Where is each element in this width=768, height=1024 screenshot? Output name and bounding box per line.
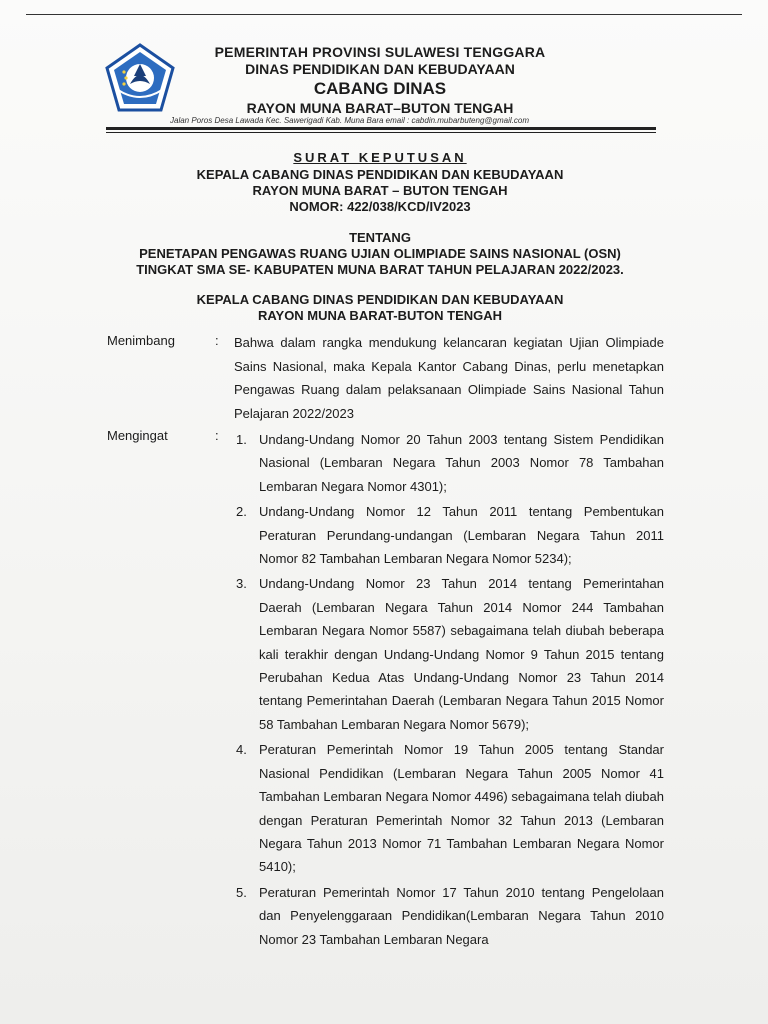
mengingat-colon: :	[215, 428, 219, 443]
decree-about-line2: TINGKAT SMA SE- KABUPATEN MUNA BARAT TAHUN PELAJARAN 2022/2023.	[136, 262, 624, 277]
decree-number: NOMOR: 422/038/KCD/IV2023	[289, 199, 471, 214]
list-item-number: 4.	[236, 742, 247, 758]
list-item	[236, 572, 664, 736]
list-item	[236, 738, 664, 878]
list-item-text: Undang-Undang Nomor 12 Tahun 2011 tentang Pembentukan Peraturan Perundang-undangan (Lembaran Negara Tahun 2011 Nomor 82 Tambahan Lembaran Negara Nomor 5234);	[259, 504, 664, 567]
list-item-text: Undang-Undang Nomor 23 Tahun 2014 tentang Pemerintahan Daerah (Lembaran Negara Tahun 2014 Nomor 244 Tambahan Lembaran Negara Nomor 5587) sebagaimana telah diubah beberapa kali terakhir dengan Undang-Undang Nomor 9 Tahun 2015 tentang Perubahan Kedua Atas Undang-Undang Nomor 23 Tahun 2014 tentang Pemerintahan Daerah (Lembaran Negara Tahun 2015 Nomor 58 Tambahan Lembaran Negara Nomor 5679);	[259, 576, 664, 732]
decree-title: SURAT KEPUTUSAN	[293, 150, 467, 165]
decree-head-line1: KEPALA CABANG DINAS PENDIDIKAN DAN KEBUDAYAAN	[196, 292, 564, 307]
letterhead-department: DINAS PENDIDIKAN DAN KEBUDAYAAN	[245, 61, 515, 77]
list-item-number: 2.	[236, 504, 247, 520]
decree-about-line1: PENETAPAN PENGAWAS RUANG UJIAN OLIMPIADE SAINS NASIONAL (OSN)	[139, 246, 621, 261]
page-edge-line	[26, 14, 742, 15]
letterhead-text	[180, 44, 580, 117]
list-item-number: 5.	[236, 884, 247, 900]
list-item-number: 1.	[236, 432, 247, 447]
list-item-number: 3.	[236, 576, 247, 592]
list-item	[236, 428, 664, 498]
letterhead-address: Jalan Poros Desa Lawada Kec. Sawerigadi Kab. Muna Bara email : cabdin.mubarbuteng@gmail.com	[170, 116, 529, 125]
decree-issuer-line1: KEPALA CABANG DINAS PENDIDIKAN DAN KEBUDAYAAN	[196, 167, 564, 182]
provincial-emblem-icon	[104, 42, 176, 114]
mengingat-list	[236, 428, 664, 951]
decree-about-label: TENTANG	[349, 230, 411, 245]
letterhead-rule-thin	[106, 132, 656, 133]
menimbang-colon: :	[215, 333, 219, 348]
letterhead-rule-thick	[106, 127, 656, 130]
list-item	[236, 881, 664, 951]
decree-head-line2: RAYON MUNA BARAT-BUTON TENGAH	[257, 308, 503, 323]
menimbang-text: Bahwa dalam rangka mendukung kelancaran kegiatan Ujian Olimpiade Sains Nasional, maka Kepala Kantor Cabang Dinas, perlu menetapkan Pengawas Ruang dalam pelaksanaan Olimpiade Sains Nasional Tahun Pelajaran 2022/2023	[234, 335, 664, 421]
letterhead-government: PEMERINTAH PROVINSI SULAWESI TENGGARA	[214, 44, 546, 60]
list-item-text: Peraturan Pemerintah Nomor 19 Tahun 2005 tentang Standar Nasional Pendidikan (Lembaran Negara Tahun 2005 Nomor 41 Tambahan Lembaran Negara Nomor 4496) sebagaimana telah diubah dengan Peraturan Pemerintah Nomor 32 Tahun 2013 (Lembaran Negara Tahun 2013 Nomor 71 Tambahan Lembaran Negara Nomor 5410);	[259, 742, 664, 875]
decree-issuer-line2: RAYON MUNA BARAT – BUTON TENGAH	[252, 183, 508, 198]
mengingat-label: Mengingat	[107, 428, 168, 443]
list-item	[236, 500, 664, 570]
list-item-text: Peraturan Pemerintah Nomor 17 Tahun 2010 tentang Pengelolaan dan Penyelenggaraan Pendidikan(Lembaran Negara Tahun 2010 Nomor 23 Tambahan Lembaran Negara	[259, 884, 664, 947]
menimbang-label: Menimbang	[107, 333, 175, 348]
list-item-text: Undang-Undang Nomor 20 Tahun 2003 tentang Sistem Pendidikan Nasional (Lembaran Negara Tahun 2003 Nomor 78 Tambahan Lembaran Negara Nomor 4301);	[259, 432, 664, 494]
letterhead-rayon: RAYON MUNA BARAT–BUTON TENGAH	[246, 100, 514, 116]
letterhead-branch: CABANG DINAS	[313, 79, 447, 98]
